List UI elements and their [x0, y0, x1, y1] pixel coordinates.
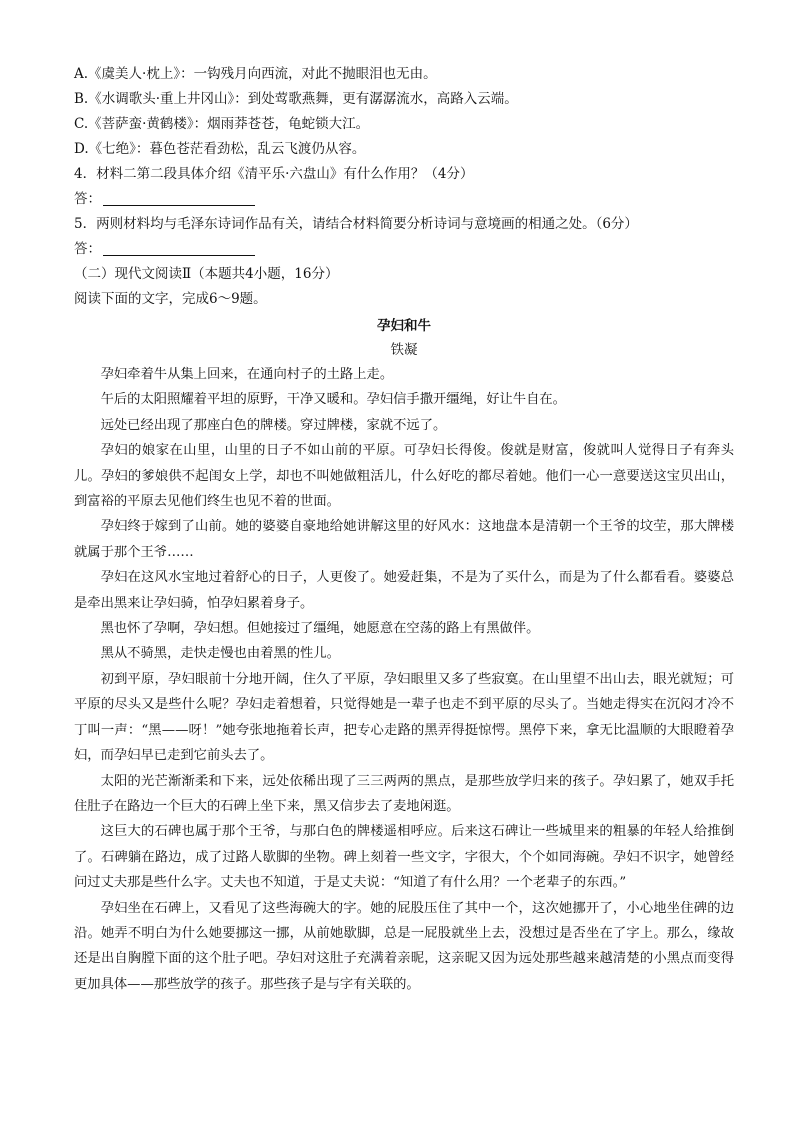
option-c: C.《菩萨蛮·黄鹤楼》：烟雨莽苍苍，龟蛇锁大江。 [74, 116, 370, 132]
answer-blank[interactable] [103, 240, 255, 256]
story-paragraph: 孕妇终于嫁到了山前。她的婆婆自豪地给她讲解这里的好风水：这地盘本是清朝一个王爷的坟茔，那大牌楼就属于那个王爷…… [74, 519, 734, 560]
story-paragraph: 初到平原，孕妇眼前十分地开阔，住久了平原，孕妇眼里又多了些寂寞。在山里望不出山去，眼光就短；可平原的尽头又是些什么呢？孕妇走着想着，只觉得她是一辈子也走不到平原的尽头了。当她走得实在沉闷才冷不丁叫一声：“黑——呀！”她夸张地拖着长声，把专心走路的黑弄得挺惊愕。黑停下来，拿无比温顺的大眼瞪着孕妇，而孕妇早已走到它前头去了。 [74, 671, 734, 764]
page [74, 62, 734, 997]
section-heading: （二）现代文阅读Ⅱ（本题共4小题，16分） [74, 266, 339, 282]
story-paragraph: 黑从不骑黑，走快走慢也由着黑的性儿。 [100, 646, 340, 662]
story-paragraph: 孕妇牵着牛从集上回来，在通向村子的土路上走。 [100, 367, 394, 382]
story-paragraph: 远处已经出现了那座白色的牌楼。穿过牌楼，家就不远了。 [100, 417, 447, 433]
story-paragraph: 这巨大的石碑也属于那个王爷，与那白色的牌楼遥相呼应。后来这石碑让一些城里来的粗暴的年轻人给推倒了。石碑躺在路边，成了过路人歇脚的坐物。碑上刻着一些文字，字很大，个个如同海碗。孕妇不识字，她曾经问过丈夫那是些什么字。丈夫也不知道，于是丈夫说：“知道了有什么用？一个老辈子的东西。” [74, 824, 734, 891]
story-body [74, 362, 734, 997]
story-paragraph: 孕妇的娘家在山里，山里的日子不如山前的平原。可孕妇长得俊。俊就是财富，俊就叫人觉得日子有奔头儿。孕妇的爹娘供不起闺女上学，却也不叫她做粗活儿，什么好吃的都尽着她。他们一心一意要送这宝贝出山，到富裕的平原去见他们终生也见不着的世面。 [74, 443, 734, 510]
answer-blank[interactable] [103, 190, 255, 206]
option-b: B.《水调歌头·重上井冈山》：到处莺歌燕舞，更有潺潺流水，高路入云端。 [74, 91, 518, 107]
answer-line-4 [74, 187, 734, 212]
instruction: 阅读下面的文字，完成6～9题。 [74, 291, 267, 307]
story-author: 铁凝 [390, 342, 418, 358]
option-d: D.《七绝》：暮色苍茫看劲松，乱云飞渡仍从容。 [74, 141, 366, 157]
answer-label: 答： [74, 241, 101, 257]
story-paragraph: 午后的太阳照耀着平坦的原野，干净又暖和。孕妇信手撒开缰绳，好让牛自在。 [100, 392, 566, 408]
story-paragraph: 太阳的光芒渐渐柔和下来，远处依稀出现了三三两两的黑点，是那些放学归来的孩子。孕妇累了，她双手托住肚子在路边一个巨大的石碑上坐下来，黑又信步去了麦地闲逛。 [74, 773, 734, 814]
question-5: 5．两则材料均与毛泽东诗词作品有关，请结合材料简要分析诗词与意境画的相通之处。（6分） [74, 216, 638, 232]
question-4: 4．材料二第二段具体介绍《清平乐·六盘山》有什么作用？（4分） [74, 166, 474, 182]
story-paragraph: 孕妇在这风水宝地过着舒心的日子，人更俊了。她爱赶集，不是为了买什么，而是为了什么都看看。婆婆总是牵出黑来让孕妇骑，怕孕妇累着身子。 [74, 570, 734, 611]
story-paragraph: 黑也怀了孕啊，孕妇想。但她接过了缰绳，她愿意在空荡的路上有黑做伴。 [100, 621, 540, 637]
answer-label: 答： [74, 191, 101, 207]
option-a: A.《虞美人·枕上》：一钩残月向西流，对此不抛眼泪也无由。 [74, 66, 437, 82]
story-paragraph: 孕妇坐在石碑上，又看见了这些海碗大的字。她的屁股压住了其中一个，这次她挪开了，小心地坐住碑的边沿。她弄不明白为什么她要挪这一挪，从前她歇脚，总是一屁股就坐上去，没想过是否坐在了字上。那么，缘故还是出自胸膛下面的这个肚子吧。孕妇对这肚子充满着亲昵，这亲昵又因为远处那些越来越清楚的小黑点而变得更加具体——那些放学的孩子。那些孩子是与字有关联的。 [74, 900, 734, 992]
story-title: 孕妇和牛 [377, 318, 431, 334]
answer-line-5 [74, 237, 734, 262]
